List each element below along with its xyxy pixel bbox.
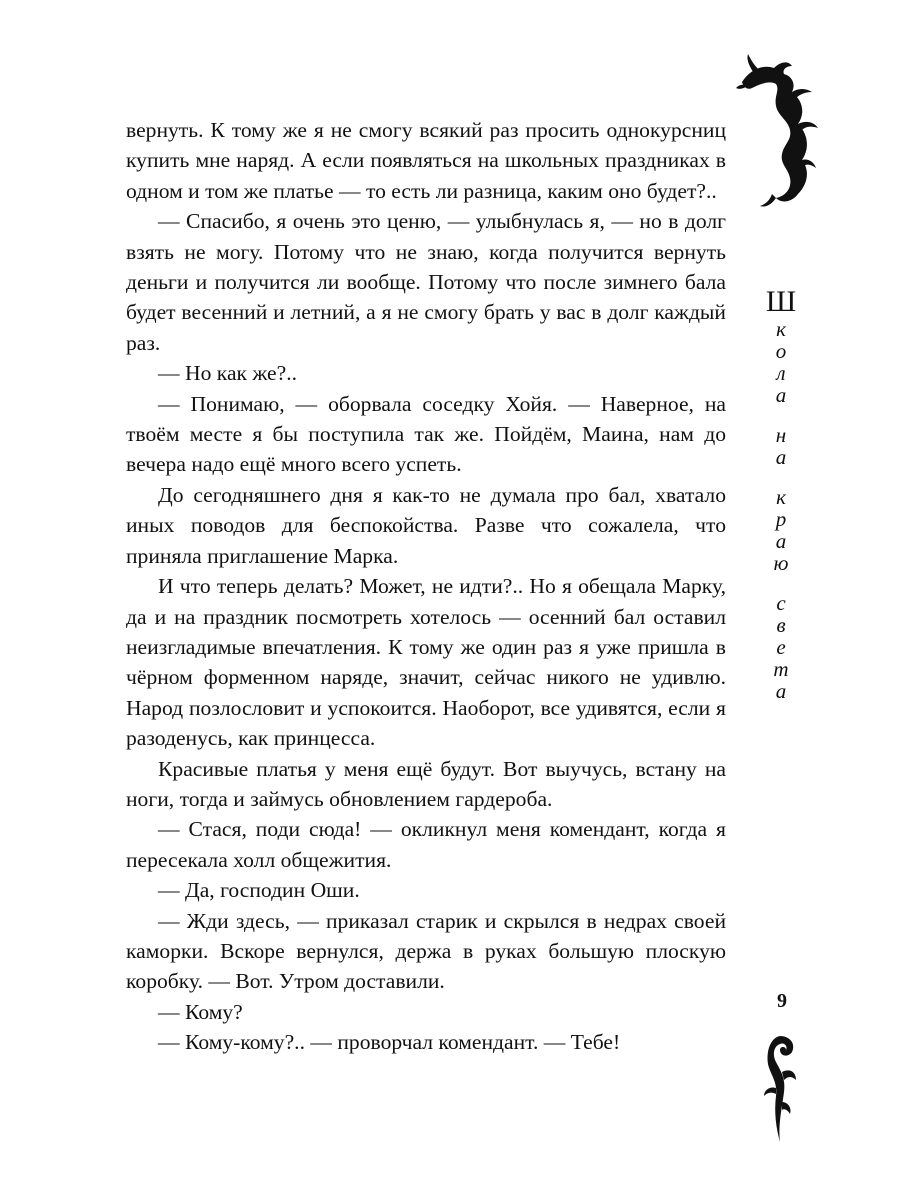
running-title-letter: р <box>775 507 787 531</box>
running-title-letter: а <box>775 445 787 469</box>
running-title-letter: а <box>775 383 787 407</box>
paragraph: До сегодняшнего дня я как-то не думала про бал, хватало иных поводов для беспокойства. Разве что сожалела, что приняла приглашение Марка. <box>126 482 726 568</box>
paragraph: И что теперь делать? Может, не идти?.. Но я обещала Марку, да и на праздник посмотреть хотелось — осенний бал оставил неизгладимые впечатления. К тому же один раз я уже пришла в чёрном форменном наряде, значит, сейчас никого не удивлю. Народ позлословит и успокоится. Наоборот, все удивятся, если я разоденусь, как принцесса. <box>126 574 726 751</box>
running-title-letter: в <box>776 613 786 637</box>
running-title-letter: к <box>776 317 786 341</box>
running-title-letter: Ш <box>765 285 797 318</box>
running-title-letter: а <box>775 679 787 703</box>
paragraph: — Спасибо, я очень это ценю, — улыбнулась я, — но в долг взять не могу. Потому что не знаю, когда получится вернуть деньги и получится ли вообще. Потому что после зимнего бала будет весенний и летний, а я не смогу брать у вас в долг каждый раз. <box>126 209 726 355</box>
running-title <box>764 286 798 720</box>
paragraph: — Но как же?.. <box>158 361 298 386</box>
paragraph: вернуть. К тому же я не смогу всякий раз просить однокурсниц купить мне наряд. А если появляться на школьных праздниках в одном и том же платье — то есть ли разница, каким оно будет?.. <box>126 118 726 203</box>
paragraph: — Кому? <box>158 999 243 1024</box>
paragraph: — Кому-кому?.. — проворчал комендант. — Тебе! <box>158 1030 621 1055</box>
running-title-letter: к <box>776 485 786 509</box>
paragraph: Красивые платья у меня ещё будут. Вот выучусь, встану на ноги, тогда и займусь обновлением гардероба. <box>126 756 726 811</box>
running-title-letter: о <box>775 339 787 363</box>
running-title-word <box>764 286 798 406</box>
main-text <box>126 115 726 1058</box>
paragraph: — Стася, поди сюда! — окликнул меня комендант, когда я пересекала холл общежития. <box>126 817 726 872</box>
running-title-word <box>764 424 798 468</box>
running-title-word <box>764 486 798 574</box>
paragraph: — Понимаю, — оборвала соседку Хойя. — Наверное, на твоём месте я бы поступила так же. Пойдём, Маина, нам до вечера надо ещё много всего успеть. <box>126 391 726 477</box>
running-title-letter: а <box>775 529 787 553</box>
running-title-word <box>764 592 798 702</box>
running-title-letter: ю <box>773 551 789 575</box>
ornament-icon <box>760 1032 800 1144</box>
running-title-letter: с <box>776 591 786 615</box>
paragraph: — Жди здесь, — приказал старик и скрылся в недрах своей каморки. Вскоре вернулся, держа в руках большую плоскую коробку. — Вот. Утром доставили. <box>126 908 726 994</box>
running-title-letter: н <box>775 423 787 447</box>
running-title-letter: е <box>776 635 786 659</box>
dragon-icon <box>736 54 820 210</box>
paragraph: — Да, господин Оши. <box>158 878 360 903</box>
page-number: 9 <box>777 990 787 1012</box>
running-title-letter: л <box>776 361 786 385</box>
running-title-letter: т <box>773 657 789 681</box>
